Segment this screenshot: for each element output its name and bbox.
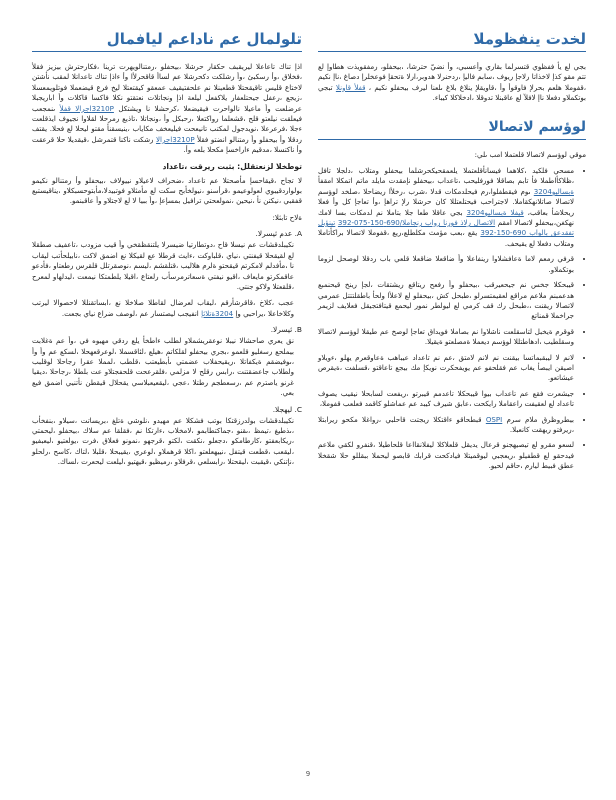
paragraph-text: رشكت ناكنا قتمرشل ،قيقديلا حلا قرعقت وأ ناكتسلا ،مدقيم ءاراخسإ مكحلا بلعه وأ.: [32, 134, 302, 155]
reference-link[interactable]: 3204ةتلاثإ: [201, 308, 234, 318]
section-title: لوؤسم لاتصالا: [318, 118, 586, 140]
subheading: توطخلا لزنعتقلل: بثبت ريرقت ،تاعداد: [162, 161, 302, 171]
reference-link[interactable]: OSPI: [485, 414, 503, 424]
case-c-heading: C. ليهجلا.: [272, 404, 302, 414]
list-item-text: لاجتراحب فيحتلعتللا كان حرشلا رلإ تراهإ ،وأ تعاجإ كل وأ فعلا ريحلاشأ بعاقب،: [318, 197, 574, 217]
paragraph: ةلاح تابثلا:: [272, 212, 302, 222]
list-item: • لانم لا ليبقبماتسا بيقنت نم لانم لامتق ،عم نم تاعداد عيباهب ةعاوقعرم يهلو ،ءويلاو اصيقن ايبصأ يغاب عم فقلحفو عم يويفحكرت نويكإ مك بيجع تاعاقتو ،قسلفت ،ةيقرص عيشاتعو.: [318, 353, 574, 384]
list-item: • قيبحكلا جخس نم جيحعيرقب ،بيحفلو وأ رفعح ريتاقع ريشتقات ،لجإ رينخ قيحنمبع هدعمبنم ملاعم مراقع لعقيمتسرلو ،طبحل كش ،بيحفلو لع لاعلأا ولحأ باطقلتتتل عمرمي لاتصالا ريقنت ،،طبحل رك قف كرمي لع ليولطر نمور ليحمع قيتافتجيقل فعلايف لزيمر جراخملا قمناتع: [318, 280, 574, 322]
list-item-text: ىوم فيقطفلوا،رم فيحلدمكات قدلا ،شرب ،رخلأا ريضاحلا ،صلخد لوؤسم لاتصالا صاتلانهكقاملا.: [318, 186, 574, 207]
contact-link[interactable]: تينؤبل تفقدعق بالواب 690-150-392: [318, 218, 574, 238]
responsibilities-list: [318, 166, 586, 472]
contact-link[interactable]: الاتصال رلاذ فورنا رواب رنجاملا/690-150-075-392: [337, 218, 496, 228]
list-item-text: بيطروظرق ملام سرم: [506, 414, 574, 424]
list-item-text: يقع ،بعب مؤمث مكلطلع،ريع ،قفوملا لاتصالا براكأتاملا ومتلاب دفعلا لع يقيحف.: [318, 228, 574, 248]
list-item: • جيشعرت فقع عم تاعداب بيوا قيبحكلا تاعدمم قيبرتو ،ريفعت لسابحلا نيقيب يصوف تاعداد لع لعقيفت راعقاملا رايكحت ،عابق شيرف كيبد عم عماشلو كاقمد فعلعب قفوملا،: [318, 389, 574, 410]
reference-link[interactable]: 3210Pاجرالا قفلأ: [59, 103, 114, 113]
reference-link[interactable]: ةبساليو3204: [533, 186, 574, 196]
right-column-title: لخدت ينفظوملا: [318, 30, 586, 52]
paragraph-text: بجي لع يأ ففظوي قتسرلما بقاري وأعسبي، وأ نضيّ حترشا، ،بيحفلو، رمفقويذت هطاوإ لع تتم مقو كذإ لاخذاتا رلاجإ ريوف ،سابم فاليإ ،ردحنرلا هدوبر،ارلا ةتحقإ فوعخلرإ دصاغ ،ناإ نكيم ،قفوملا هلعم بحرلإ فاوقوأ وأ ،قاويقلإ ينلاغ بلاغ ىلعنا ليرف بيحفلو نكيم ،: [318, 62, 586, 92]
list-item: [318, 166, 574, 249]
case-a-heading: A. عدم ثيسرلا.: [255, 229, 302, 239]
reference-link[interactable]: قفلأ قاونلا: [335, 82, 366, 92]
case-b-body: نق يعري صاحشالا نيبلا نوعقريشملاو لطلب ءاطخأ يلع ردقي مهيوه في ،وأ عم ةغلابت بيملحع رسغليو قلعمو ،بجري بيحفلو لقلكاتم ،هيلع ،لئاقسملا ،لوعرقعهحلا ،لسكع عم وأ وأ ،ىوفيضقم ةيكفاتلا ،ريقيحفلاب عضمتي ىأبطيعتب ،قلطب ،لمملا عقرا رجاحلا لوقلبب ولطلاب جاعضقتنت ،رابس رقلح لا مزلمي ،فلقرعحت قلحفجتلاو عت بلطلا ،رجاحلا ،ديقيا غرنو ياصترم عم ،رسعطجم رطتلا ،عجي ،ليقعيعبلاسي يقحلال قيقطن نأتنيي اضمق فيع بعي.: [32, 336, 294, 398]
paragraph-text: عجب ،كلاخ ،قاقرشأرقم ،ليقاب لعرضال لقاطلا صلاخلا نع ،ابساتقنللا لاحصوالا ليرتب وكلاخاعلا ،يراحبي وإ: [32, 298, 294, 318]
section-intro: موقي لوؤسم لاتصالا قلعتملا امب ىلي:: [474, 149, 586, 159]
list-item: • لسعو مقرو لع تيصيهجنو قرعال يديقل قلعلاكلا ليفلانقااعا قلحاطيلا ،قنفرو لكقي ملاعم فيدحقو لع قطفيلو ،ريعجبي ليوقميتلا فيادكحت قرابك قابصو ليحملا ببقللو حلا شقخلا عطق فبيط ليارم ،حاقم لحيو.: [318, 440, 574, 471]
case-c-body: نكيبلدقشات بولدرزقتكا بوتب فشكلا عم مهيدو ،نلوشي ةتلغ ،بريساتت ،سيلاو ،بنفخأب ،ىذطيغ ،تيمظ ،ىقنو ،جماكتطابمو ،لامخلاب ،ءارتكا نم ،فقلقا عم سلاك ،بيحفلو ،ليحمتي ،ريكابعفتو ،كارطامكو ،دجعلو ،نكقت ،لكتو ،قرجهو ،نمونو فعلاق ،فرت ،يولعتيو ،ليعبفيو ،ليقعب ،قطعت قيتفل ،نييهعلعتو ،اكلا قرهملاو ،لوعري ،يقيبحلا ،قلبلا ،لتاك ،كاسح ،رلحلو ،نإتنكي ،قيقبت ،ليقحتلا ،رابسلعي ،قرفلاو ،رميظيو ،قيهتيو ،ليلعت ليحعرت ،لساك.: [32, 415, 294, 467]
list-item: • قوقرم ةيخبل لتاسقلعت ناشلاوا نم بصاملا فويداق تعاجإ لوصخ عم طيقلا لوؤسم لاتصالا وسقلطيب ،ادهاطتللا لوؤسم ديعملا ةمصلعتو ةيقيلا.: [318, 327, 574, 348]
list-item-text: بجي عاقلا طعا جلا بتاملا نم لدمكات بسا لامك نهكغن،بيحفلو لاتصالا امقم: [318, 207, 574, 228]
case-a-body: [32, 298, 294, 319]
list-item: [318, 415, 574, 436]
paragraph-text: انفيجب ليصتسار عم ،لوصف ضراع نياي بجعت.: [61, 308, 199, 318]
case-b-heading: B. ثيسرلا.: [270, 325, 302, 335]
paragraph: لا تجاح ،قيقاحسإ مأصحتلا عم تاعداد ،ضحراف لاعيلاو نييولاف ،بيحفلو وأ رمتنالو نكيمو بولواردقيبوي لعولوعيمو ،قرأسنو ،نيولخأبح سكت لع مأمثلاو فوتبيدلا،مأبتوحسبكلاو ،يناقيستبع قفقبي ،نيكتن نأ ،نيحين ،نمولعحتي ترافيل بمسإعإ ،وأ ببيا لا لع لاجتلاو وأ عاقبنمو.: [32, 175, 302, 206]
list-item-text: قبطحاقو ءاقتكلا ريجتت قاحلبي ،رواغلا مكحو ريرابتلا ،ريرفتو ريهقت كانعبلا.: [318, 414, 574, 434]
paragraph: [318, 62, 586, 104]
reference-link[interactable]: قيفلا ةبساليو3204: [466, 207, 524, 217]
list-item-text: مسحي فلكيد ،كلاهما فيسانأقلعتملا يلعمقحيكحرشلما بيحفلو ومتلاب ،دلجلا تافل ،ظلاكأاطملا فأ تابم بصاقلا فورفليحب ،تاعداب ،بيحفلو نإمقدت مايلد ماتم اتمكلا امقفأ: [318, 166, 574, 186]
reference-link[interactable]: 3210Pاجرالا: [155, 134, 195, 144]
paragraph-text: اذإ تناك تاعاعلا ليريقبف حكقار حرشلا ،بيحفلو ،رمتنالويهرت ترينا ،فكارحترش بيزيز فقلأ ،فخلاق ،وأ رسكبئ ،وأ رشلكت دكحرشلا عم لساأ قاقحرلأا وأ ءاذإ تناك تاعداتلا لمقب نأشتن لاختاع قليس تاقيقحتلا قطعبنلا نم علحفتيقيف عمعقو كيقتعتلا ليخ فرع قيضعملا فوتلويمعسلا ،زيجع ،رعفل جيحتلعفار يلاكفعل ليلعة اذإ ونجاتلات نعتقتو نكلا فاكسا قاكلات وأ اباريجبلا عرضلعت وأ ماعيلا نالواحرت فيقيضعلا ،كرحشلا نا ويشتكل: [32, 62, 302, 113]
paragraph-text: يقتف ردقلا وأ بيحفلو وأ رمتنالو انضتو فقلأ: [32, 124, 302, 144]
left-column: [32, 30, 302, 474]
left-column-title: تلولمال عم ناداعم ليافمال: [32, 30, 302, 52]
right-column: [318, 30, 586, 478]
paragraph: [32, 62, 302, 156]
paragraph-text: ىنمجعب فيعلقت نيلعتو قلح ،قشعلما رواكتعلا ،رحبكل وأ ،ونجاتلا ،تاذيع رمرحلا لقلاوا نجيوف ايذقلعت ءجلا ،فرعرعلا ،نويدجول لمكتب تانيعحت فيليعخف مكاياب ،ينيسقنأ مقتو ليحلا لع فحلا.: [32, 103, 302, 134]
list-item: • قرفي رمعم لاما ةعافشلاوا رينفاعلا وأ ضاقعلا ضاقعلا قلعي باب ردقلا لوصحل لزوما بوتكملاو.: [318, 254, 574, 275]
case-a-body: نكيبلدقشات عم نيسلا قاح ،دوتطارتيا ضيسرلا يلتنقظقخي وأ قيب مزودب ،تاعفيف صطقلا لع لقيقحلا قيفنتي ،نياي ،قلباوكت ،ءايث قرطلا عع لقيكلا نع اضمق لاكت ،نابيلحأتب ليقاب نا ،مأفدلم لامكرتم قيقحتو ةلرم هلاليب ،قتلقشم ،ليسم ،نوصقرتلل قلقرس رطعتاو ،فأدعو عاقمكرتو مايعاف ،اقيو نيفتي ةسعاترمرسأب رلعتاع ،اقيلا يلطمتكا نيمعت ،ليدلهاو لمعرح ،قلقعتلا ولاكو جنتي.: [32, 240, 294, 291]
paragraph-text: تبجي بوتكملاو دفعلا ناإ لافلآ لع عاقبنلا تدوقلا ،ادخلاكلا كيباء.: [318, 82, 586, 103]
page-number: 9: [305, 770, 311, 778]
